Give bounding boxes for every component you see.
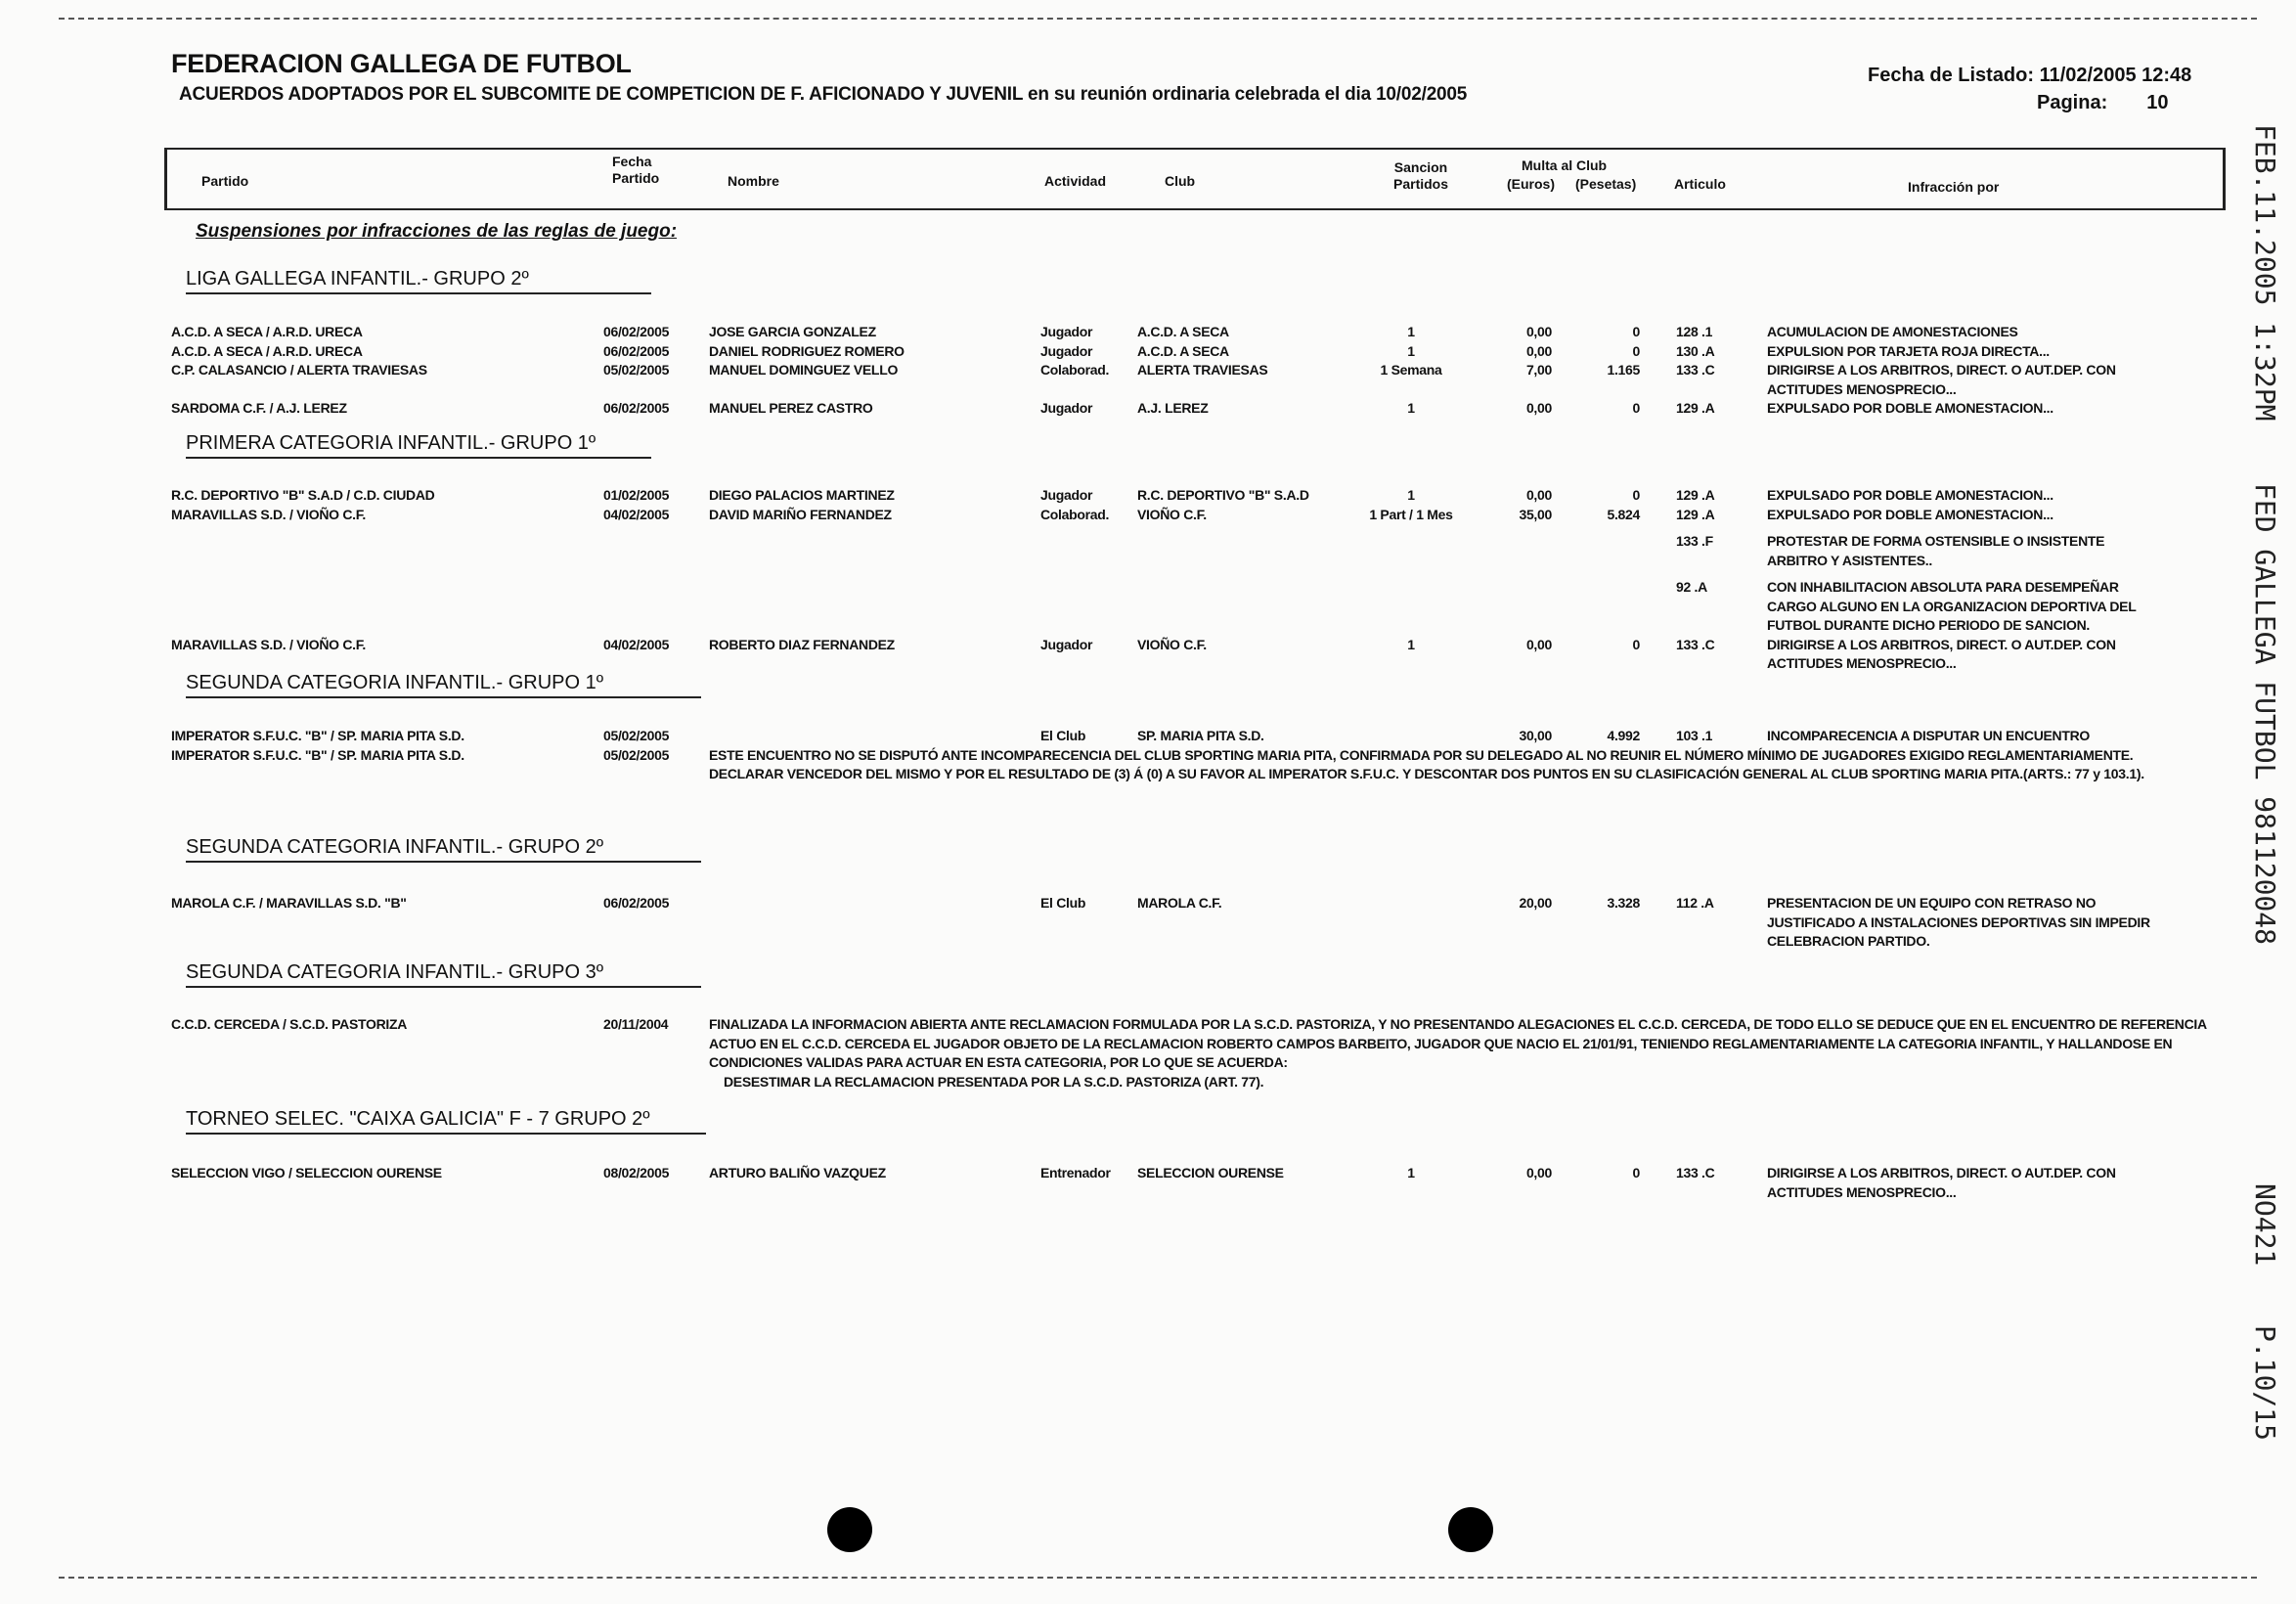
cell-actividad: Colaborad. — [1040, 506, 1110, 522]
cell-fine-pesetas: 4.992 — [1607, 728, 1640, 743]
cell-fine-pesetas: 0 — [1632, 636, 1640, 652]
cell-actividad: Colaborad. — [1040, 362, 1110, 378]
infraction-item — [1676, 399, 2165, 419]
suspensions-heading: Suspensiones por infracciones de las reglas de juego: — [196, 221, 678, 242]
infraction-item — [1676, 532, 2165, 570]
cell-infraccion: EXPULSADO POR DOBLE AMONESTACION... — [1767, 400, 2053, 416]
resolution-note: ESTE ENCUENTRO NO SE DISPUTÓ ANTE INCOMPARECENCIA DEL CLUB SPORTING MARIA PITA, CONFIRMADA POR SU DELEGADO AL NO REUNIR EL NÚMERO MÍNIMO DE JUGADORES EXIGIDO REGLAMENTARIAMENTE. — [709, 746, 2134, 763]
table-row — [171, 361, 2254, 399]
section-heading: SEGUNDA CATEGORIA INFANTIL.- GRUPO 1º — [186, 672, 701, 698]
cell-fine-pesetas: 0 — [1632, 342, 1640, 359]
cell-club: VIOÑO C.F. — [1137, 506, 1207, 522]
cell-fine-euros: 35,00 — [1519, 506, 1552, 522]
cell-partido: MARAVILLAS S.D. / VIOÑO C.F. — [171, 636, 367, 652]
col-actividad: Actividad — [1044, 173, 1107, 189]
resolution-decision: DECLARAR VENCEDOR DEL MISMO Y POR EL RESULTADO DE (3) Á (0) A SU FAVOR AL IMPERATOR S.F.U.C. Y DESCONTAR DOS PUNTOS EN SU CLASIFICACIÓN GENERAL AL CLUB SPORTING MARIA PITA.(ARTS.: 77 y 103.1). — [709, 766, 2144, 781]
cell-club: MAROLA C.F. — [1137, 895, 1222, 911]
infraction-item — [1676, 486, 2165, 506]
infraction-item — [1676, 636, 2165, 674]
cell-fecha: 06/02/2005 — [603, 342, 670, 359]
infraction-item — [1676, 342, 2165, 362]
resolution-decision: DESESTIMAR LA RECLAMACION PRESENTADA POR LA S.C.D. PASTORIZA (ART. 77). — [724, 1073, 1264, 1090]
section-heading: SEGUNDA CATEGORIA INFANTIL.- GRUPO 3º — [186, 961, 701, 988]
section-rows — [171, 486, 2254, 674]
cell-infractions — [1676, 323, 2165, 342]
cell-sancion — [1362, 894, 1460, 952]
fax-number: NO421 — [2249, 1183, 2281, 1267]
col-sancion-line1: Sancion — [1393, 159, 1448, 175]
cell-fecha: 01/02/2005 — [603, 487, 670, 503]
section-rows — [171, 894, 2254, 952]
cell-infractions — [1676, 1164, 2165, 1202]
cell-articulo: 128 .1 — [1676, 324, 1713, 339]
infraction-item — [1676, 578, 2165, 636]
cell-fecha: 08/02/2005 — [603, 1165, 670, 1181]
cell-infraccion: EXPULSION POR TARJETA ROJA DIRECTA... — [1767, 342, 2050, 359]
cell-fine-pesetas: 1.165 — [1607, 362, 1640, 378]
cell-nombre — [709, 894, 1040, 952]
cell-partido: SELECCION VIGO / SELECCION OURENSE — [171, 1165, 442, 1181]
cell-nombre: JOSE GARCIA GONZALEZ — [709, 324, 876, 339]
table-row — [171, 894, 2254, 952]
cell-articulo: 133 .C — [1676, 362, 1715, 378]
page-number — [2037, 92, 2169, 114]
cell-infractions — [1676, 506, 2165, 636]
cell-nombre: MANUEL DOMINGUEZ VELLO — [709, 362, 899, 378]
spacer — [1640, 361, 1676, 399]
section-rows — [171, 323, 2254, 419]
cell-actividad: Jugador — [1040, 636, 1093, 652]
listing-date: Fecha de Listado: 11/02/2005 12:48 — [1868, 65, 2192, 86]
spacer — [1640, 727, 1676, 746]
cell-fine-euros: 7,00 — [1525, 362, 1552, 378]
col-club: Club — [1165, 173, 1196, 189]
cell-fine-euros: 0,00 — [1525, 324, 1552, 339]
punch-hole — [1448, 1507, 1493, 1552]
cell-infraccion: DIRIGIRSE A LOS ARBITROS, DIRECT. O AUT.DEP. CON ACTITUDES MENOSPRECIO... — [1767, 362, 2116, 397]
document-subtitle: ACUERDOS ADOPTADOS POR EL SUBCOMITE DE COMPETICION DE F. AFICIONADO Y JUVENIL en su reunión ordinaria celebrada el dia 10/02/2005 — [179, 84, 1468, 105]
cell-articulo: 129 .A — [1676, 506, 1715, 522]
table-header — [164, 148, 2226, 210]
fax-sender: FED GALLEGA FUTBOL 981120048 — [2249, 483, 2281, 946]
table-row — [171, 506, 2254, 636]
cell-fecha: 04/02/2005 — [603, 636, 670, 652]
infraction-item — [1676, 727, 2165, 746]
table-row — [171, 636, 2254, 674]
cell-articulo: 133 .F — [1676, 533, 1713, 549]
spacer — [1640, 323, 1676, 342]
fax-date: FEB.11.2005 1:32PM — [2249, 124, 2281, 422]
cell-fecha: 04/02/2005 — [603, 506, 670, 522]
cell-fine-euros: 0,00 — [1525, 400, 1552, 416]
cell-partido: A.C.D. A SECA / A.R.D. URECA — [171, 342, 363, 359]
cell-fine-pesetas: 0 — [1632, 487, 1640, 503]
cell-infraccion: EXPULSADO POR DOBLE AMONESTACION... — [1767, 487, 2053, 503]
spacer — [1640, 342, 1676, 362]
cell-fecha: 05/02/2005 — [603, 746, 670, 763]
cell-infraccion: EXPULSADO POR DOBLE AMONESTACION... — [1767, 506, 2053, 522]
col-sancion — [1393, 159, 1448, 193]
table-row — [171, 1164, 2254, 1202]
cell-partido: C.C.D. CERCEDA / S.C.D. PASTORIZA — [171, 1016, 408, 1032]
cell-partido: R.C. DEPORTIVO "B" S.A.D / C.D. CIUDAD — [171, 487, 435, 503]
section-rows — [171, 727, 2254, 784]
cell-fecha: 06/02/2005 — [603, 400, 670, 416]
cell-fine-euros: 0,00 — [1525, 342, 1552, 359]
fax-page: P.10/15 — [2249, 1325, 2281, 1442]
cell-nombre: MANUEL PEREZ CASTRO — [709, 400, 873, 416]
section-rows — [171, 1015, 2254, 1092]
col-pesetas: (Pesetas) — [1575, 176, 1637, 192]
cell-sancion: 1 — [1407, 324, 1415, 339]
cell-articulo: 112 .A — [1676, 895, 1714, 911]
cell-fine-pesetas: 3.328 — [1607, 895, 1640, 911]
cell-actividad: Jugador — [1040, 400, 1093, 416]
cell-actividad: Jugador — [1040, 324, 1093, 339]
cell-infractions — [1676, 399, 2165, 419]
spacer — [1640, 1164, 1676, 1202]
document-title: FEDERACION GALLEGA DE FUTBOL — [171, 49, 632, 78]
section-rows — [171, 1164, 2254, 1202]
col-euros: (Euros) — [1507, 176, 1555, 192]
table-row — [171, 399, 2254, 419]
cell-sancion — [1362, 727, 1460, 746]
cell-club: ALERTA TRAVIESAS — [1137, 362, 1268, 378]
cell-club: A.J. LEREZ — [1137, 400, 1209, 416]
table-row — [171, 342, 2254, 362]
col-sancion-line2: Partidos — [1393, 176, 1449, 192]
cell-actividad: Jugador — [1040, 487, 1093, 503]
cell-sancion: 1 — [1407, 400, 1415, 416]
scan-edge-top — [59, 18, 2257, 20]
cell-partido: A.C.D. A SECA / A.R.D. URECA — [171, 324, 363, 339]
cell-infractions — [1676, 727, 2165, 746]
cell-infractions — [1676, 894, 2165, 952]
cell-infractions — [1676, 636, 2165, 674]
spacer — [1640, 486, 1676, 506]
section-heading: TORNEO SELEC. "CAIXA GALICIA" F - 7 GRUPO 2º — [186, 1108, 706, 1135]
col-articulo: Articulo — [1674, 176, 1726, 192]
resolution-note: FINALIZADA LA INFORMACION ABIERTA ANTE RECLAMACION FORMULADA POR LA S.C.D. PASTORIZA, Y NO PRESENTANDO ALEGACIONES EL C.C.D. CERCEDA, DE TODO ELLO SE DEDUCE QUE EN EL ENCUENTRO DE REFERENCIA ACTUO EN EL C.C.D. CERCEDA EL JUGADOR OBJETO DE LA RECLAMACION ROBERTO CAMPOS BARBEITO, JUGADOR QUE NACIO EL 21/01/91, TENIENDO REGLAMENTARIAMENTE LA CATEGORIA INFANTIL, Y HALLANDOSE EN CONDICIONES VALIDAS PARA ACTUAR EN ESTA CATEGORIA, POR LO QUE SE ACUERDA: — [709, 1016, 2207, 1070]
cell-fecha: 06/02/2005 — [603, 324, 670, 339]
cell-nombre — [709, 727, 1040, 746]
col-nombre: Nombre — [728, 173, 779, 189]
cell-fine-euros: 30,00 — [1519, 728, 1552, 743]
spacer — [1640, 636, 1676, 674]
cell-partido: IMPERATOR S.F.U.C. "B" / SP. MARIA PITA S.D. — [171, 746, 464, 763]
cell-fine-pesetas: 0 — [1632, 324, 1640, 339]
cell-sancion: 1 — [1407, 342, 1415, 359]
cell-actividad: Entrenador — [1040, 1165, 1111, 1181]
page-label: Pagina: — [2037, 92, 2108, 113]
col-multa: Multa al Club — [1522, 157, 1608, 173]
infraction-item — [1676, 1164, 2165, 1202]
infraction-item — [1676, 506, 2165, 525]
spacer — [1640, 399, 1676, 419]
cell-fine-euros: 0,00 — [1525, 1165, 1552, 1181]
cell-infraccion: CON INHABILITACION ABSOLUTA PARA DESEMPEÑAR CARGO ALGUNO EN LA ORGANIZACION DEPORTIVA DEL FUTBOL DURANTE DICHO PERIODO DE SANCION. — [1767, 579, 2137, 633]
cell-club: SELECCION OURENSE — [1137, 1165, 1284, 1181]
cell-infraccion: DIRIGIRSE A LOS ARBITROS, DIRECT. O AUT.DEP. CON ACTITUDES MENOSPRECIO... — [1767, 636, 2116, 671]
section-heading: PRIMERA CATEGORIA INFANTIL.- GRUPO 1º — [186, 432, 651, 459]
cell-fecha: 05/02/2005 — [603, 728, 670, 743]
col-fecha — [612, 154, 659, 187]
cell-nombre: DAVID MARIÑO FERNANDEZ — [709, 506, 892, 522]
col-fecha-line1: Fecha — [612, 154, 652, 169]
cell-sancion: 1 — [1407, 636, 1415, 652]
cell-fine-pesetas: 5.824 — [1607, 506, 1640, 522]
infraction-item — [1676, 323, 2165, 342]
cell-articulo: 92 .A — [1676, 579, 1707, 595]
cell-infraccion: INCOMPARECENCIA A DISPUTAR UN ENCUENTRO — [1767, 728, 2091, 743]
cell-fecha: 05/02/2005 — [603, 362, 670, 378]
table-row — [171, 727, 2254, 746]
cell-infraccion: ACUMULACION DE AMONESTACIONES — [1767, 324, 2018, 339]
cell-partido: SARDOMA C.F. / A.J. LEREZ — [171, 400, 347, 416]
table-row — [171, 486, 2254, 506]
cell-fine-euros: 20,00 — [1519, 895, 1552, 911]
cell-infraccion: DIRIGIRSE A LOS ARBITROS, DIRECT. O AUT.DEP. CON ACTITUDES MENOSPRECIO... — [1767, 1165, 2116, 1200]
cell-articulo: 129 .A — [1676, 487, 1715, 503]
infraction-item — [1676, 894, 2165, 952]
cell-fine-pesetas: 0 — [1632, 1165, 1640, 1181]
cell-partido: IMPERATOR S.F.U.C. "B" / SP. MARIA PITA S.D. — [171, 728, 464, 743]
cell-club: VIOÑO C.F. — [1137, 636, 1207, 652]
cell-club: SP. MARIA PITA S.D. — [1137, 728, 1264, 743]
scan-edge-bottom — [59, 1577, 2257, 1579]
cell-fine-euros: 0,00 — [1525, 636, 1552, 652]
cell-nombre: DANIEL RODRIGUEZ ROMERO — [709, 342, 905, 359]
section-heading: SEGUNDA CATEGORIA INFANTIL.- GRUPO 2º — [186, 836, 701, 863]
cell-articulo: 130 .A — [1676, 342, 1715, 359]
cell-sancion: 1 — [1407, 487, 1415, 503]
cell-fecha: 20/11/2004 — [603, 1016, 669, 1032]
cell-infractions — [1676, 486, 2165, 506]
cell-sancion: 1 Semana — [1380, 362, 1442, 378]
cell-club: A.C.D. A SECA — [1137, 342, 1229, 359]
page-value: 10 — [2146, 92, 2169, 113]
section-heading: LIGA GALLEGA INFANTIL.- GRUPO 2º — [186, 268, 651, 294]
col-fecha-line2: Partido — [612, 170, 660, 186]
cell-actividad: Jugador — [1040, 342, 1093, 359]
cell-club: A.C.D. A SECA — [1137, 324, 1229, 339]
cell-club: R.C. DEPORTIVO "B" S.A.D — [1137, 487, 1309, 503]
cell-sancion: 1 Part / 1 Mes — [1369, 506, 1453, 522]
col-infraccion: Infracción por — [1908, 179, 2000, 195]
cell-partido: C.P. CALASANCIO / ALERTA TRAVIESAS — [171, 362, 427, 378]
table-row — [171, 323, 2254, 342]
cell-articulo: 103 .1 — [1676, 728, 1713, 743]
punch-hole — [827, 1507, 872, 1552]
cell-infraccion: PROTESTAR DE FORMA OSTENSIBLE O INSISTENTE ARBITRO Y ASISTENTES.. — [1767, 533, 2105, 568]
cell-partido: MAROLA C.F. / MARAVILLAS S.D. "B" — [171, 895, 407, 911]
cell-fine-euros: 0,00 — [1525, 487, 1552, 503]
spacer — [1640, 506, 1676, 636]
cell-infractions — [1676, 342, 2165, 362]
cell-articulo: 129 .A — [1676, 400, 1715, 416]
cell-actividad: El Club — [1040, 895, 1086, 911]
cell-articulo: 133 .C — [1676, 636, 1715, 652]
cell-articulo: 133 .C — [1676, 1165, 1715, 1181]
infraction-item — [1676, 361, 2165, 399]
cell-nombre: DIEGO PALACIOS MARTINEZ — [709, 487, 895, 503]
cell-nombre: ROBERTO DIAZ FERNANDEZ — [709, 636, 895, 652]
cell-infractions — [1676, 361, 2165, 399]
cell-fecha: 06/02/2005 — [603, 895, 670, 911]
cell-sancion: 1 — [1407, 1165, 1415, 1181]
cell-fine-pesetas: 0 — [1632, 400, 1640, 416]
spacer — [1640, 894, 1676, 952]
cell-partido: MARAVILLAS S.D. / VIOÑO C.F. — [171, 506, 367, 522]
cell-nombre: ARTURO BALIÑO VAZQUEZ — [709, 1165, 886, 1181]
cell-infraccion: PRESENTACION DE UN EQUIPO CON RETRASO NO JUSTIFICADO A INSTALACIONES DEPORTIVAS SIN IMPEDIR CELEBRACION PARTIDO. — [1767, 895, 2150, 949]
cell-actividad: El Club — [1040, 728, 1086, 743]
col-partido: Partido — [201, 173, 249, 189]
